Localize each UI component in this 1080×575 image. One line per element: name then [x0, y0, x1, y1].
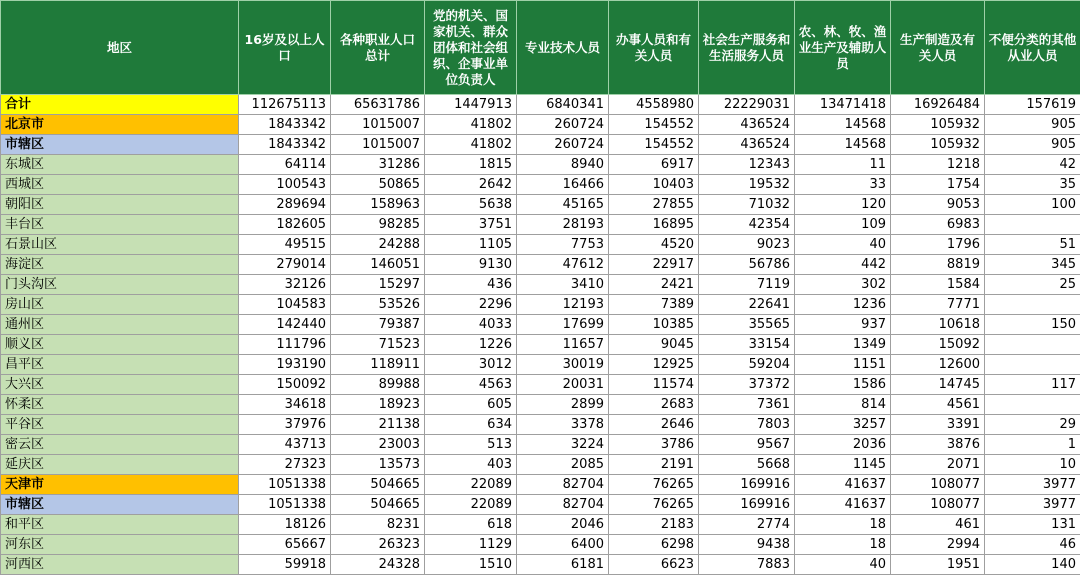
- value-cell[interactable]: 5638: [425, 195, 517, 215]
- value-cell[interactable]: 169916: [699, 475, 795, 495]
- value-cell[interactable]: 26323: [331, 535, 425, 555]
- value-cell[interactable]: 11: [795, 155, 891, 175]
- value-cell[interactable]: [985, 295, 1080, 315]
- region-cell[interactable]: 东城区: [1, 155, 239, 175]
- value-cell[interactable]: 2296: [425, 295, 517, 315]
- value-cell[interactable]: 140: [985, 555, 1080, 575]
- value-cell[interactable]: 2642: [425, 175, 517, 195]
- column-header[interactable]: 办事人员和有关人员: [609, 1, 699, 95]
- value-cell[interactable]: 41637: [795, 475, 891, 495]
- value-cell[interactable]: 2899: [517, 395, 609, 415]
- value-cell[interactable]: 46: [985, 535, 1080, 555]
- value-cell[interactable]: 22089: [425, 495, 517, 515]
- value-cell[interactable]: 9053: [891, 195, 985, 215]
- value-cell[interactable]: 56786: [699, 255, 795, 275]
- value-cell[interactable]: 436: [425, 275, 517, 295]
- table-row: [1, 395, 1080, 415]
- value-cell[interactable]: 31286: [331, 155, 425, 175]
- value-cell[interactable]: 7803: [699, 415, 795, 435]
- value-cell[interactable]: 16466: [517, 175, 609, 195]
- value-cell[interactable]: 1815: [425, 155, 517, 175]
- value-cell[interactable]: 7361: [699, 395, 795, 415]
- value-cell[interactable]: 1349: [795, 335, 891, 355]
- value-cell[interactable]: 8231: [331, 515, 425, 535]
- value-cell[interactable]: 40: [795, 235, 891, 255]
- value-cell[interactable]: 112675113: [239, 95, 331, 115]
- value-cell[interactable]: 4558980: [609, 95, 699, 115]
- column-header-region[interactable]: 地区: [1, 1, 239, 95]
- value-cell[interactable]: 41637: [795, 495, 891, 515]
- municipal-row: [1, 495, 1080, 515]
- value-cell[interactable]: 12343: [699, 155, 795, 175]
- table-row: [1, 295, 1080, 315]
- value-cell[interactable]: 2036: [795, 435, 891, 455]
- value-cell[interactable]: 65631786: [331, 95, 425, 115]
- value-cell[interactable]: 30019: [517, 355, 609, 375]
- value-cell[interactable]: 82704: [517, 495, 609, 515]
- value-cell[interactable]: 47612: [517, 255, 609, 275]
- value-cell[interactable]: 23003: [331, 435, 425, 455]
- value-cell[interactable]: 3224: [517, 435, 609, 455]
- region-cell[interactable]: 大兴区: [1, 375, 239, 395]
- table-row: [1, 255, 1080, 275]
- value-cell[interactable]: 905: [985, 135, 1080, 155]
- region-cell[interactable]: 密云区: [1, 435, 239, 455]
- value-cell[interactable]: 21138: [331, 415, 425, 435]
- value-cell[interactable]: 37372: [699, 375, 795, 395]
- table-row: [1, 275, 1080, 295]
- table-row: [1, 335, 1080, 355]
- value-cell[interactable]: 3012: [425, 355, 517, 375]
- value-cell[interactable]: 29: [985, 415, 1080, 435]
- value-cell[interactable]: 28193: [517, 215, 609, 235]
- value-cell[interactable]: 345: [985, 255, 1080, 275]
- table-row: [1, 195, 1080, 215]
- column-header[interactable]: 不便分类的其他从业人员: [985, 1, 1080, 95]
- value-cell[interactable]: 6400: [517, 535, 609, 555]
- table-row: [1, 555, 1080, 575]
- value-cell[interactable]: 118911: [331, 355, 425, 375]
- value-cell[interactable]: 3410: [517, 275, 609, 295]
- region-cell[interactable]: 朝阳区: [1, 195, 239, 215]
- value-cell[interactable]: [985, 335, 1080, 355]
- value-cell[interactable]: 1754: [891, 175, 985, 195]
- value-cell[interactable]: 150: [985, 315, 1080, 335]
- value-cell[interactable]: 131: [985, 515, 1080, 535]
- value-cell[interactable]: 10: [985, 455, 1080, 475]
- value-cell[interactable]: 2994: [891, 535, 985, 555]
- value-cell[interactable]: 513: [425, 435, 517, 455]
- value-cell[interactable]: 33: [795, 175, 891, 195]
- value-cell[interactable]: 18126: [239, 515, 331, 535]
- value-cell[interactable]: 157619: [985, 95, 1080, 115]
- value-cell[interactable]: 3257: [795, 415, 891, 435]
- value-cell[interactable]: 1051338: [239, 475, 331, 495]
- region-cell[interactable]: 河西区: [1, 555, 239, 575]
- table-row: [1, 235, 1080, 255]
- region-cell[interactable]: 西城区: [1, 175, 239, 195]
- value-cell[interactable]: 289694: [239, 195, 331, 215]
- value-cell[interactable]: 32126: [239, 275, 331, 295]
- region-cell[interactable]: 丰台区: [1, 215, 239, 235]
- value-cell[interactable]: 1151: [795, 355, 891, 375]
- region-cell[interactable]: 合计: [1, 95, 239, 115]
- value-cell[interactable]: 150092: [239, 375, 331, 395]
- value-cell[interactable]: 1843342: [239, 135, 331, 155]
- value-cell[interactable]: 2191: [609, 455, 699, 475]
- value-cell[interactable]: 79387: [331, 315, 425, 335]
- value-cell[interactable]: 17699: [517, 315, 609, 335]
- value-cell[interactable]: 10403: [609, 175, 699, 195]
- column-header[interactable]: 社会生产服务和生活服务人员: [699, 1, 795, 95]
- value-cell[interactable]: 7771: [891, 295, 985, 315]
- region-cell[interactable]: 北京市: [1, 115, 239, 135]
- value-cell[interactable]: 14745: [891, 375, 985, 395]
- value-cell[interactable]: 109: [795, 215, 891, 235]
- value-cell[interactable]: 1236: [795, 295, 891, 315]
- value-cell[interactable]: 605: [425, 395, 517, 415]
- value-cell[interactable]: 14568: [795, 135, 891, 155]
- value-cell[interactable]: 9567: [699, 435, 795, 455]
- value-cell[interactable]: 3786: [609, 435, 699, 455]
- value-cell[interactable]: 10385: [609, 315, 699, 335]
- value-cell[interactable]: 2774: [699, 515, 795, 535]
- table-row: [1, 515, 1080, 535]
- value-cell[interactable]: 71523: [331, 335, 425, 355]
- value-cell[interactable]: 2646: [609, 415, 699, 435]
- value-cell[interactable]: 35: [985, 175, 1080, 195]
- table-row: [1, 415, 1080, 435]
- value-cell[interactable]: 6181: [517, 555, 609, 575]
- value-cell[interactable]: 41802: [425, 135, 517, 155]
- value-cell[interactable]: 14568: [795, 115, 891, 135]
- value-cell[interactable]: 76265: [609, 495, 699, 515]
- value-cell[interactable]: 41802: [425, 115, 517, 135]
- value-cell[interactable]: 89988: [331, 375, 425, 395]
- header-row: [1, 1, 1080, 95]
- value-cell[interactable]: 9438: [699, 535, 795, 555]
- region-cell[interactable]: 平谷区: [1, 415, 239, 435]
- value-cell[interactable]: 6840341: [517, 95, 609, 115]
- value-cell[interactable]: 108077: [891, 475, 985, 495]
- region-cell[interactable]: 通州区: [1, 315, 239, 335]
- value-cell[interactable]: 82704: [517, 475, 609, 495]
- value-cell[interactable]: 1145: [795, 455, 891, 475]
- value-cell[interactable]: 100: [985, 195, 1080, 215]
- value-cell[interactable]: 6917: [609, 155, 699, 175]
- region-cell[interactable]: 天津市: [1, 475, 239, 495]
- value-cell[interactable]: 3977: [985, 475, 1080, 495]
- value-cell[interactable]: 18: [795, 515, 891, 535]
- value-cell[interactable]: 108077: [891, 495, 985, 515]
- value-cell[interactable]: 45165: [517, 195, 609, 215]
- column-header[interactable]: 专业技术人员: [517, 1, 609, 95]
- column-header[interactable]: 各种职业人口总计: [331, 1, 425, 95]
- value-cell[interactable]: 461: [891, 515, 985, 535]
- value-cell[interactable]: 937: [795, 315, 891, 335]
- region-cell[interactable]: 海淀区: [1, 255, 239, 275]
- value-cell[interactable]: 5668: [699, 455, 795, 475]
- value-cell[interactable]: 1218: [891, 155, 985, 175]
- value-cell[interactable]: 6298: [609, 535, 699, 555]
- value-cell[interactable]: 18: [795, 535, 891, 555]
- province-row: [1, 115, 1080, 135]
- table-row: [1, 215, 1080, 235]
- value-cell[interactable]: 98285: [331, 215, 425, 235]
- region-cell[interactable]: 市辖区: [1, 135, 239, 155]
- table-row: [1, 375, 1080, 395]
- value-cell[interactable]: [985, 355, 1080, 375]
- table-row: [1, 315, 1080, 335]
- value-cell[interactable]: 8940: [517, 155, 609, 175]
- value-cell[interactable]: [985, 215, 1080, 235]
- region-cell[interactable]: 和平区: [1, 515, 239, 535]
- value-cell[interactable]: 16926484: [891, 95, 985, 115]
- value-cell[interactable]: 2183: [609, 515, 699, 535]
- value-cell[interactable]: 100543: [239, 175, 331, 195]
- value-cell[interactable]: 11574: [609, 375, 699, 395]
- value-cell[interactable]: 27855: [609, 195, 699, 215]
- value-cell[interactable]: 105932: [891, 115, 985, 135]
- value-cell[interactable]: 618: [425, 515, 517, 535]
- value-cell[interactable]: 4561: [891, 395, 985, 415]
- table-row: [1, 435, 1080, 455]
- region-cell[interactable]: 延庆区: [1, 455, 239, 475]
- value-cell[interactable]: 1: [985, 435, 1080, 455]
- value-cell[interactable]: 9023: [699, 235, 795, 255]
- value-cell[interactable]: 12600: [891, 355, 985, 375]
- value-cell[interactable]: 7753: [517, 235, 609, 255]
- table-body: [1, 95, 1080, 575]
- value-cell[interactable]: 13573: [331, 455, 425, 475]
- value-cell[interactable]: 7119: [699, 275, 795, 295]
- region-cell[interactable]: 河东区: [1, 535, 239, 555]
- value-cell[interactable]: 1226: [425, 335, 517, 355]
- value-cell[interactable]: 11657: [517, 335, 609, 355]
- table-row: [1, 155, 1080, 175]
- value-cell[interactable]: 3977: [985, 495, 1080, 515]
- value-cell[interactable]: 504665: [331, 475, 425, 495]
- value-cell[interactable]: 42: [985, 155, 1080, 175]
- municipal-row: [1, 135, 1080, 155]
- value-cell[interactable]: 279014: [239, 255, 331, 275]
- value-cell[interactable]: 905: [985, 115, 1080, 135]
- value-cell[interactable]: 634: [425, 415, 517, 435]
- table-row: [1, 535, 1080, 555]
- value-cell[interactable]: 146051: [331, 255, 425, 275]
- value-cell[interactable]: 2421: [609, 275, 699, 295]
- column-header[interactable]: 生产制造及有关人员: [891, 1, 985, 95]
- value-cell[interactable]: 117: [985, 375, 1080, 395]
- value-cell[interactable]: 18923: [331, 395, 425, 415]
- value-cell[interactable]: 1447913: [425, 95, 517, 115]
- region-cell[interactable]: 房山区: [1, 295, 239, 315]
- value-cell[interactable]: 4563: [425, 375, 517, 395]
- value-cell[interactable]: 51: [985, 235, 1080, 255]
- value-cell[interactable]: 1015007: [331, 135, 425, 155]
- value-cell[interactable]: 260724: [517, 135, 609, 155]
- value-cell[interactable]: 13471418: [795, 95, 891, 115]
- value-cell[interactable]: 1105: [425, 235, 517, 255]
- value-cell[interactable]: 3378: [517, 415, 609, 435]
- value-cell[interactable]: 3751: [425, 215, 517, 235]
- column-header[interactable]: 16岁及以上人口: [239, 1, 331, 95]
- value-cell[interactable]: 24288: [331, 235, 425, 255]
- value-cell[interactable]: 4033: [425, 315, 517, 335]
- value-cell[interactable]: 2085: [517, 455, 609, 475]
- value-cell[interactable]: 9130: [425, 255, 517, 275]
- value-cell[interactable]: 12925: [609, 355, 699, 375]
- table-row: [1, 175, 1080, 195]
- value-cell[interactable]: 33154: [699, 335, 795, 355]
- value-cell[interactable]: 436524: [699, 115, 795, 135]
- value-cell[interactable]: 6623: [609, 555, 699, 575]
- value-cell[interactable]: 8819: [891, 255, 985, 275]
- value-cell[interactable]: 1584: [891, 275, 985, 295]
- value-cell[interactable]: 403: [425, 455, 517, 475]
- value-cell[interactable]: 64114: [239, 155, 331, 175]
- value-cell[interactable]: 1951: [891, 555, 985, 575]
- value-cell[interactable]: 22089: [425, 475, 517, 495]
- value-cell[interactable]: 1051338: [239, 495, 331, 515]
- value-cell[interactable]: 1510: [425, 555, 517, 575]
- value-cell[interactable]: 7883: [699, 555, 795, 575]
- table-row: [1, 455, 1080, 475]
- value-cell[interactable]: 814: [795, 395, 891, 415]
- value-cell[interactable]: 20031: [517, 375, 609, 395]
- value-cell[interactable]: 42354: [699, 215, 795, 235]
- value-cell[interactable]: 182605: [239, 215, 331, 235]
- region-cell[interactable]: 怀柔区: [1, 395, 239, 415]
- value-cell[interactable]: 49515: [239, 235, 331, 255]
- value-cell[interactable]: 50865: [331, 175, 425, 195]
- value-cell[interactable]: 40: [795, 555, 891, 575]
- value-cell[interactable]: 193190: [239, 355, 331, 375]
- value-cell[interactable]: 10618: [891, 315, 985, 335]
- value-cell[interactable]: 59204: [699, 355, 795, 375]
- province-row: [1, 475, 1080, 495]
- value-cell[interactable]: 302: [795, 275, 891, 295]
- value-cell[interactable]: 111796: [239, 335, 331, 355]
- region-cell[interactable]: 市辖区: [1, 495, 239, 515]
- column-header[interactable]: 农、林、牧、渔业生产及辅助人员: [795, 1, 891, 95]
- value-cell[interactable]: 1796: [891, 235, 985, 255]
- value-cell[interactable]: 76265: [609, 475, 699, 495]
- region-cell[interactable]: 顺义区: [1, 335, 239, 355]
- value-cell[interactable]: 37976: [239, 415, 331, 435]
- value-cell[interactable]: 442: [795, 255, 891, 275]
- value-cell[interactable]: 12193: [517, 295, 609, 315]
- value-cell[interactable]: 59918: [239, 555, 331, 575]
- value-cell[interactable]: 25: [985, 275, 1080, 295]
- value-cell[interactable]: 1586: [795, 375, 891, 395]
- region-cell[interactable]: 门头沟区: [1, 275, 239, 295]
- value-cell[interactable]: 1843342: [239, 115, 331, 135]
- value-cell[interactable]: 71032: [699, 195, 795, 215]
- value-cell[interactable]: 19532: [699, 175, 795, 195]
- value-cell[interactable]: 7389: [609, 295, 699, 315]
- value-cell[interactable]: 154552: [609, 135, 699, 155]
- value-cell[interactable]: 3876: [891, 435, 985, 455]
- value-cell[interactable]: 1129: [425, 535, 517, 555]
- value-cell[interactable]: 53526: [331, 295, 425, 315]
- value-cell[interactable]: 35565: [699, 315, 795, 335]
- value-cell[interactable]: 104583: [239, 295, 331, 315]
- value-cell[interactable]: 120: [795, 195, 891, 215]
- value-cell[interactable]: 22229031: [699, 95, 795, 115]
- value-cell[interactable]: 154552: [609, 115, 699, 135]
- value-cell[interactable]: [985, 395, 1080, 415]
- region-cell[interactable]: 昌平区: [1, 355, 239, 375]
- value-cell[interactable]: 15297: [331, 275, 425, 295]
- value-cell[interactable]: 22641: [699, 295, 795, 315]
- value-cell[interactable]: 3391: [891, 415, 985, 435]
- value-cell[interactable]: 6983: [891, 215, 985, 235]
- value-cell[interactable]: 34618: [239, 395, 331, 415]
- value-cell[interactable]: 1015007: [331, 115, 425, 135]
- value-cell[interactable]: 27323: [239, 455, 331, 475]
- value-cell[interactable]: 169916: [699, 495, 795, 515]
- value-cell[interactable]: 504665: [331, 495, 425, 515]
- value-cell[interactable]: 22917: [609, 255, 699, 275]
- value-cell[interactable]: 142440: [239, 315, 331, 335]
- value-cell[interactable]: 43713: [239, 435, 331, 455]
- value-cell[interactable]: 65667: [239, 535, 331, 555]
- value-cell[interactable]: 2046: [517, 515, 609, 535]
- table-row: [1, 355, 1080, 375]
- value-cell[interactable]: 105932: [891, 135, 985, 155]
- region-cell[interactable]: 石景山区: [1, 235, 239, 255]
- value-cell[interactable]: 158963: [331, 195, 425, 215]
- value-cell[interactable]: 2683: [609, 395, 699, 415]
- column-header[interactable]: 党的机关、国家机关、群众团体和社会组织、企事业单位负责人: [425, 1, 517, 95]
- value-cell[interactable]: 436524: [699, 135, 795, 155]
- value-cell[interactable]: 16895: [609, 215, 699, 235]
- total-row: [1, 95, 1080, 115]
- value-cell[interactable]: 260724: [517, 115, 609, 135]
- value-cell[interactable]: 15092: [891, 335, 985, 355]
- value-cell[interactable]: 4520: [609, 235, 699, 255]
- value-cell[interactable]: 2071: [891, 455, 985, 475]
- value-cell[interactable]: 24328: [331, 555, 425, 575]
- value-cell[interactable]: 9045: [609, 335, 699, 355]
